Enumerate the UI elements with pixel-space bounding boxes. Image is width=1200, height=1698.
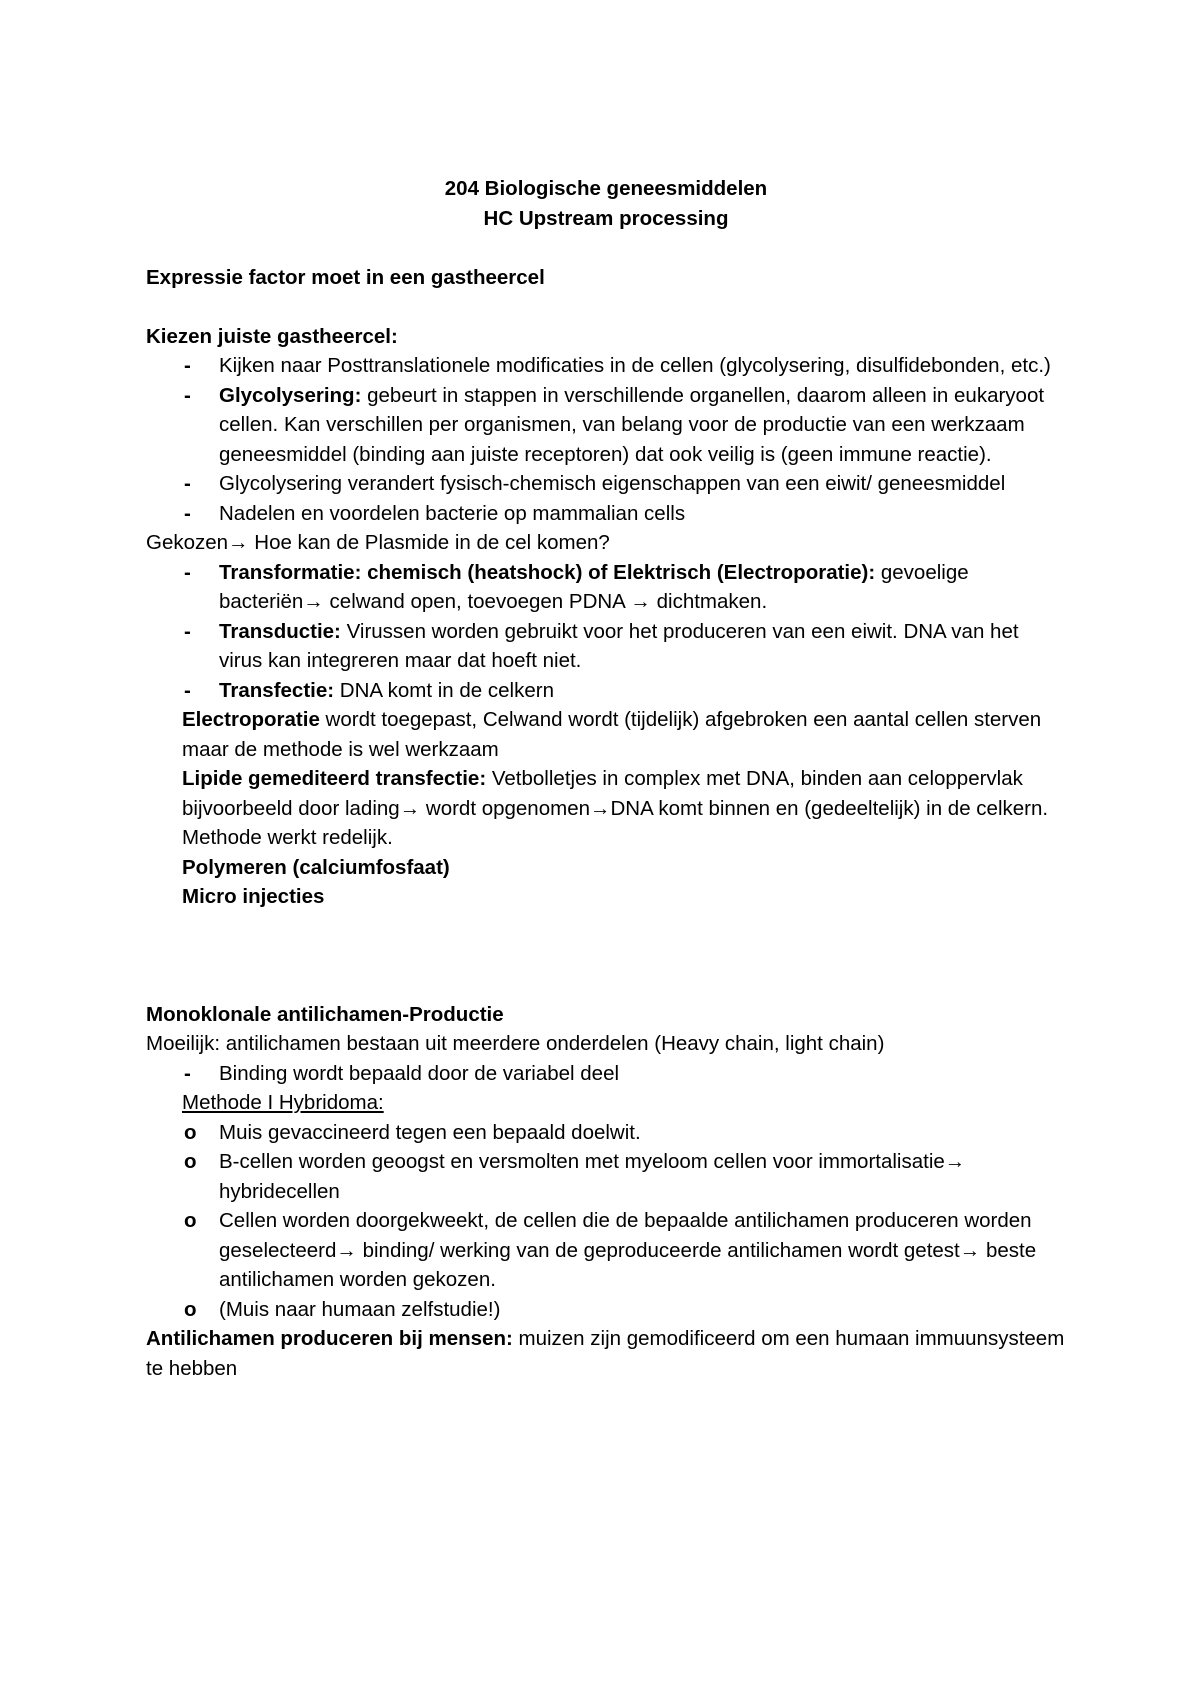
list-item xyxy=(146,469,1066,499)
micro-injecties-line: Micro injecties xyxy=(182,885,325,908)
circle-bullet: o xyxy=(184,1120,197,1144)
list-item-text: Muis gevaccineerd tegen een bepaald doelwit. xyxy=(219,1120,641,1144)
section-heading-monoklonale: Monoklonale antilichamen-Productie xyxy=(146,1002,504,1026)
dash-bullet: - xyxy=(184,1061,191,1085)
list-item xyxy=(146,351,1066,381)
document-body xyxy=(146,174,1066,1383)
dash-bullet: - xyxy=(184,619,191,643)
dash-bullet: - xyxy=(184,501,191,525)
dash-bullet: - xyxy=(184,560,191,584)
dash-bullet: - xyxy=(184,383,191,407)
list-item: - Transformatie: chemisch (heatshock) of Elektrisch (Electroporatie): gevoelige bacteriën→ celwand open, toevoegen PDNA → dichtmaken. xyxy=(146,558,1066,617)
section-heading-expressie: Expressie factor moet in een gastheercel xyxy=(146,265,545,289)
arrow-icon: → xyxy=(630,590,651,613)
arrow-icon: → xyxy=(590,796,611,820)
term-label: Electroporatie xyxy=(182,708,320,731)
arrow-icon: → xyxy=(944,1150,966,1173)
list-item-text: Binding wordt bepaald door de variabel deel xyxy=(219,1061,620,1085)
dash-bullet: - xyxy=(184,678,191,702)
dash-bullet: - xyxy=(184,472,191,495)
document-subtitle: HC Upstream processing xyxy=(483,206,729,230)
list-item-text: Glycolysering verandert fysisch-chemisch eigenschappen van een eiwit/ geneesmiddel xyxy=(219,472,1006,495)
term-label: Lipide gemediteerd transfectie: xyxy=(182,767,487,790)
arrow-icon: → xyxy=(336,1238,357,1262)
plasmide-question: Gekozen→ Hoe kan de Plasmide in de cel komen? xyxy=(146,531,610,554)
dash-bullet: - xyxy=(184,354,191,377)
electroporatie-paragraph: Electroporatie wordt toegepast, Celwand wordt (tijdelijk) afgebroken een aantal cellen sterven maar de methode is wel werkzaam xyxy=(182,708,1042,761)
term-label: Transfectie: xyxy=(219,678,335,702)
list-item: o B-cellen worden geoogst en versmolten met myeloom cellen voor immortalisatie→ hybridecellen xyxy=(146,1147,1066,1206)
polymeren-line: Polymeren (calciumfosfaat) xyxy=(182,855,450,879)
list-item: - Transductie: Virussen worden gebruikt voor het produceren van een eiwit. DNA van het virus kan integreren maar dat hoeft niet. xyxy=(146,617,1066,676)
circle-bullet: o xyxy=(184,1297,197,1321)
antilichamen-mensen-paragraph: Antilichamen produceren bij mensen: muizen zijn gemodificeerd om een humaan immuunsysteem te hebben xyxy=(146,1327,1065,1380)
arrow-icon: → xyxy=(303,590,324,613)
list-item-text: Nadelen en voordelen bacterie op mammalian cells xyxy=(219,501,686,525)
arrow-icon: → xyxy=(399,796,421,820)
list-item xyxy=(146,1059,1066,1089)
list-item: - Transfectie: DNA komt in de celkern xyxy=(146,676,1066,706)
list-item xyxy=(146,381,1066,470)
term-label: Transformatie: chemisch (heatshock) of Elektrisch (Electroporatie): xyxy=(219,560,876,584)
term-label: Antilichamen produceren bij mensen: xyxy=(146,1327,513,1350)
list-item xyxy=(146,1295,1066,1325)
list-item: o Cellen worden doorgekweekt, de cellen die de bepaalde antilichamen produceren worden geselecteerd→ binding/ werking van de geproduceerde antilichamen wordt getest→ beste antilichamen worden gekozen. xyxy=(146,1206,1066,1295)
list-item xyxy=(146,1118,1066,1148)
circle-bullet: o xyxy=(184,1150,197,1173)
method-heading: Methode I Hybridoma: xyxy=(182,1091,384,1114)
arrow-icon: → xyxy=(959,1238,981,1262)
list-item-text: Kijken naar Posttranslationele modificaties in de cellen (glycolysering, disulfidebonden, etc.) xyxy=(219,354,1051,377)
lipide-paragraph: Lipide gemediteerd transfectie: Vetbolletjes in complex met DNA, binden aan celoppervlak bijvoorbeeld door lading→ wordt opgenomen→DNA komt binnen en (gedeeltelijk) in de celkern. Methode werkt redelijk. xyxy=(182,767,1049,849)
list-item-text: gebeurt in stappen in verschillende organellen, daarom alleen in eukaryoot cellen. Kan verschillen per organismen, van belang voor de productie van een werkzaam geneesmiddel (binding aan juiste receptoren) dat ook veilig is (geen immune reactie). xyxy=(219,383,1045,466)
list-item-text: (Muis naar humaan zelfstudie!) xyxy=(219,1297,501,1321)
term-label: Glycolysering: xyxy=(219,383,362,407)
circle-bullet: o xyxy=(184,1209,197,1232)
term-label: Transductie: xyxy=(219,619,341,643)
list-item xyxy=(146,499,1066,529)
monoklonale-intro: Moeilijk: antilichamen bestaan uit meerdere onderdelen (Heavy chain, light chain) xyxy=(146,1032,885,1055)
arrow-icon: → xyxy=(228,531,249,554)
section-heading-gastheercel: Kiezen juiste gastheercel: xyxy=(146,324,398,348)
document-title: 204 Biologische geneesmiddelen xyxy=(444,177,768,200)
